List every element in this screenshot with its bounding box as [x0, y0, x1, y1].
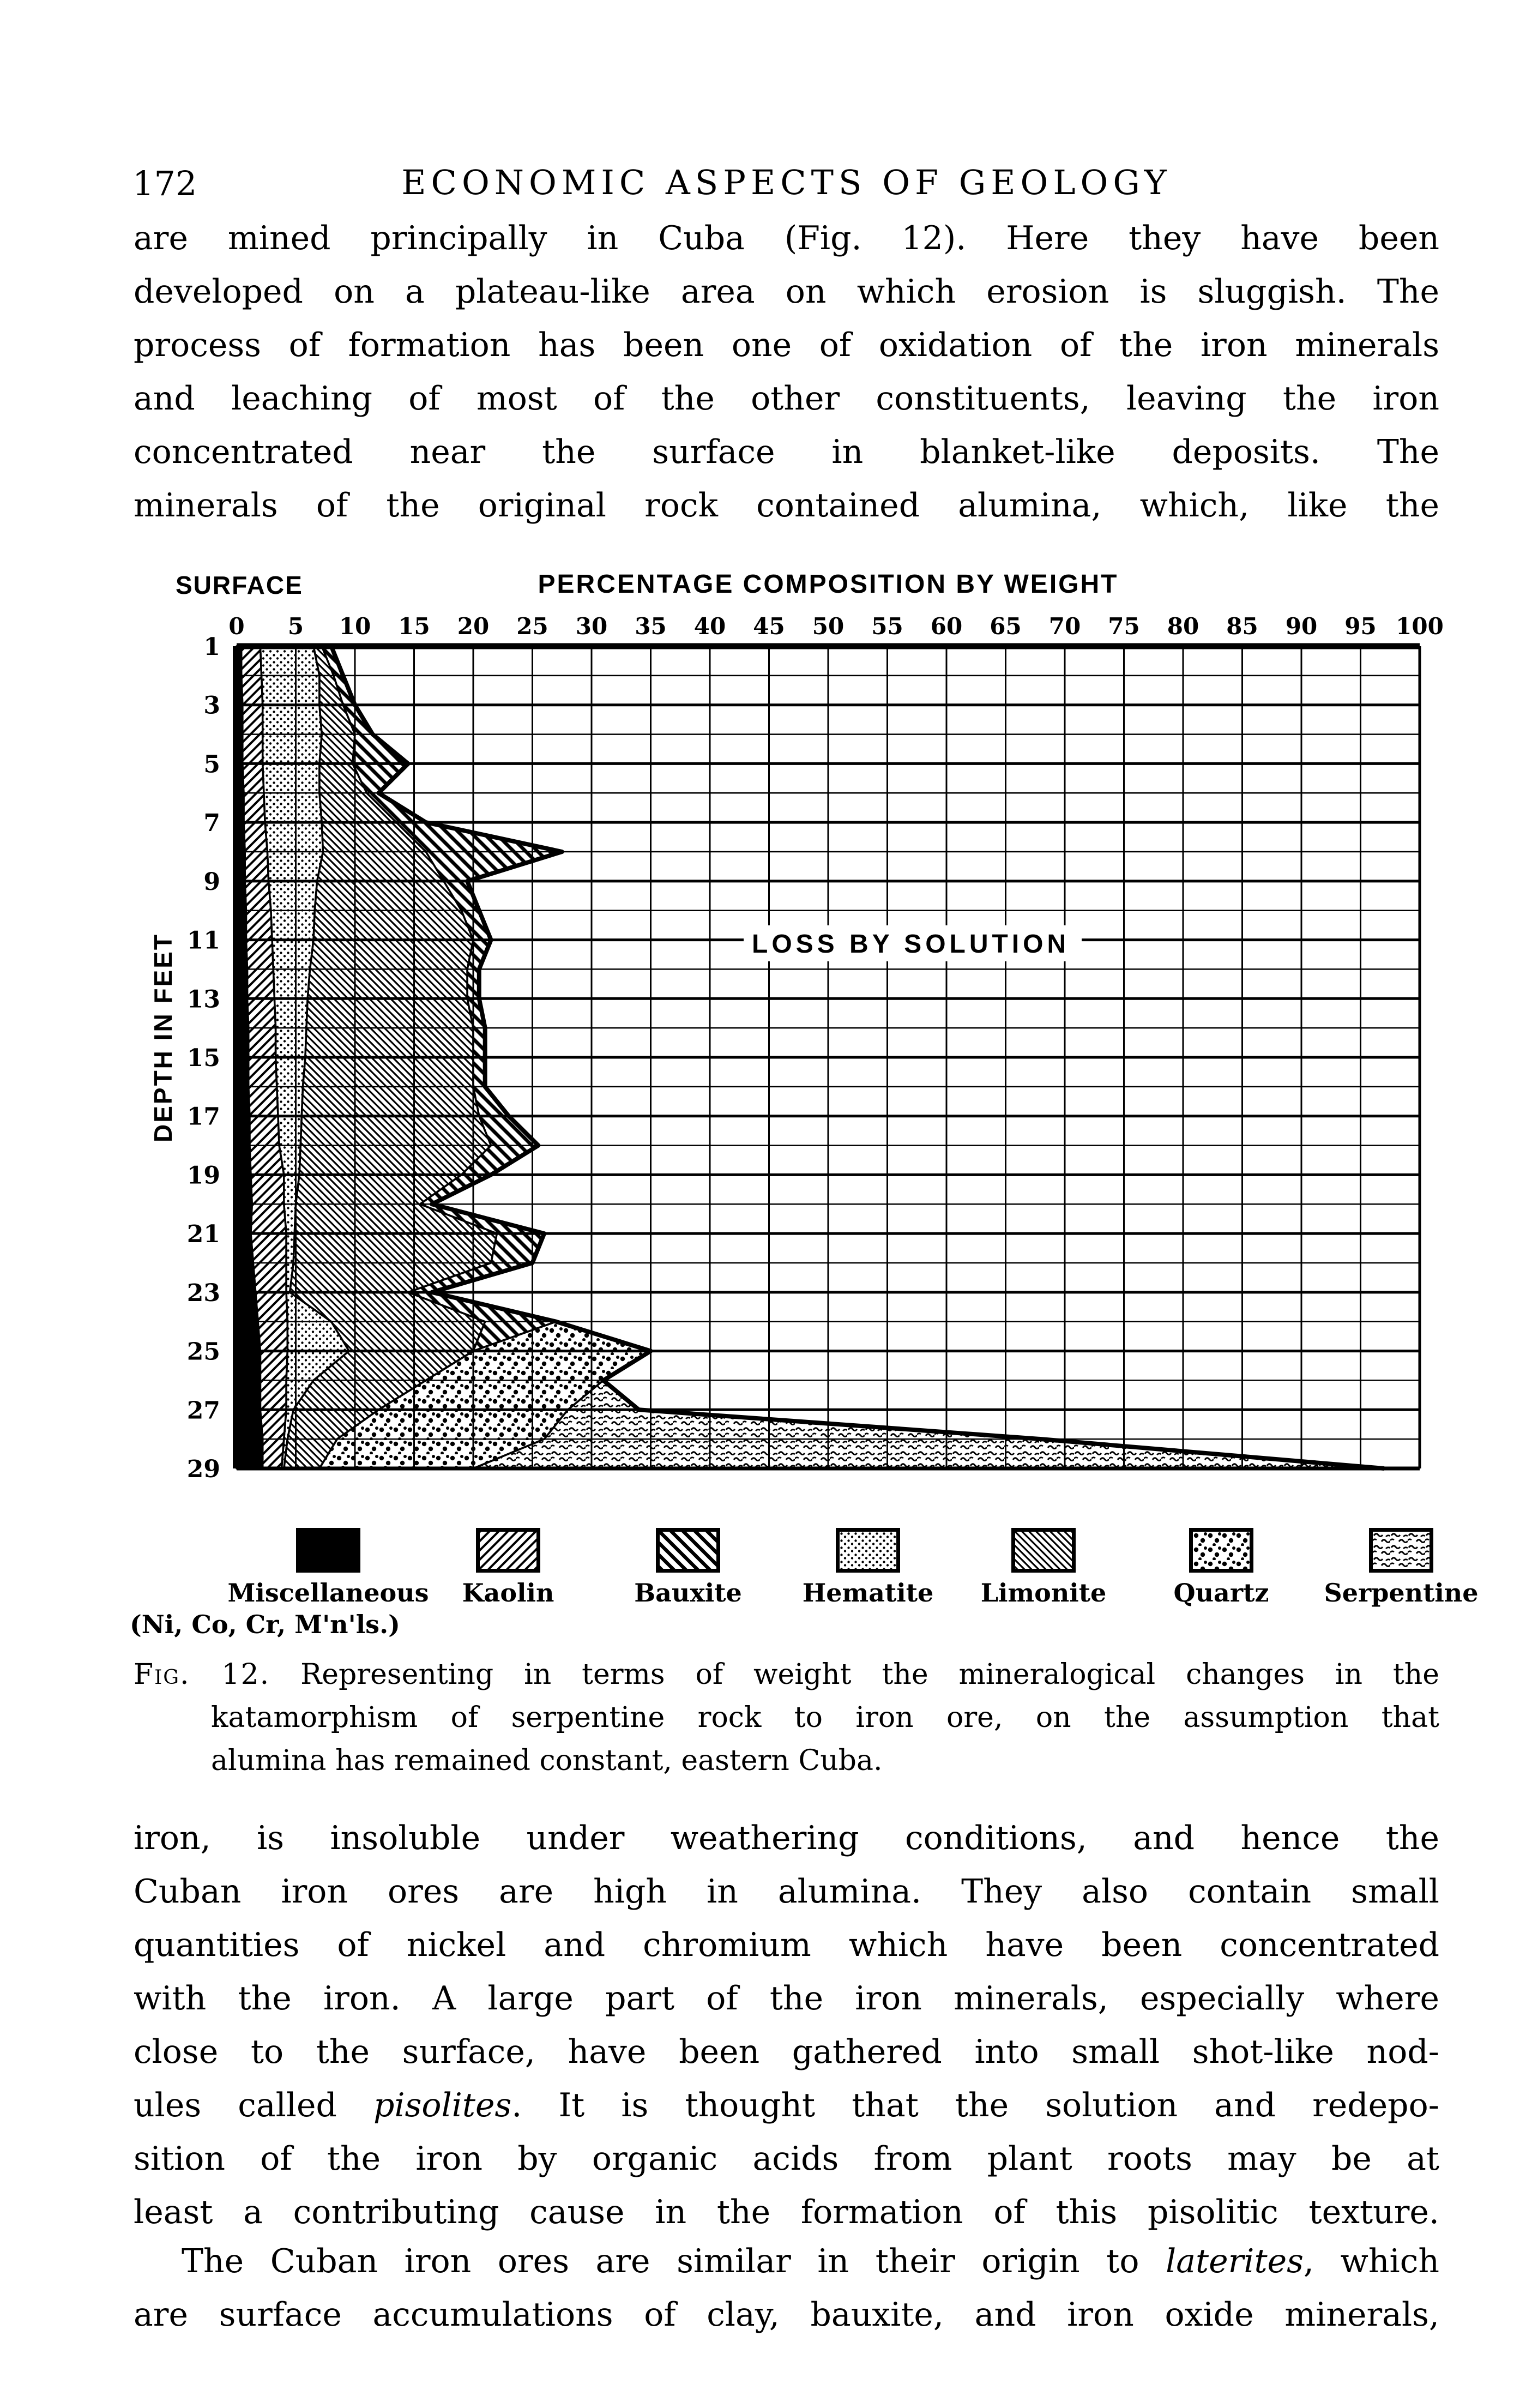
depth-tick-label: 13 [186, 985, 220, 1014]
legend-label: Kaolin [462, 1578, 554, 1608]
loss-by-solution-label: LOSS BY SOLUTION [752, 930, 1070, 959]
surface-axis-label: SURFACE [176, 571, 303, 599]
depth-tick-label: 15 [186, 1044, 220, 1072]
legend-label: Miscellaneous [227, 1578, 429, 1608]
x-tick-label: 60 [930, 613, 963, 640]
x-axis-title: PERCENTAGE COMPOSITION BY WEIGHT [538, 570, 1119, 599]
legend-sublabel: (Ni, Co, Cr, M'n'ls.) [130, 1610, 400, 1639]
text-line: developed on a plateau-like area on which erosion is sluggish. The [134, 273, 1439, 311]
x-tick-label: 95 [1344, 613, 1377, 640]
x-tick-label: 85 [1226, 613, 1258, 640]
legend-swatch-misc [296, 1528, 360, 1573]
text-line: minerals of the original rock contained alumina, which, like the [134, 486, 1439, 525]
legend-swatch-kaolin [476, 1528, 540, 1573]
x-tick-label: 20 [457, 613, 490, 640]
x-tick-label: 100 [1396, 613, 1444, 640]
legend-label: Serpentine [1324, 1578, 1479, 1608]
x-tick-label: 5 [287, 613, 304, 640]
depth-tick-label: 23 [186, 1279, 220, 1307]
misc-pattern-sample [300, 1532, 357, 1569]
x-tick-label: 45 [753, 613, 785, 640]
kaolin-pattern-sample [480, 1532, 536, 1569]
x-tick-label: 55 [871, 613, 903, 640]
x-tick-label: 70 [1048, 613, 1081, 640]
legend-label: Bauxite [634, 1578, 742, 1608]
legend-swatch-bauxite [656, 1528, 720, 1573]
running-header-title: ECONOMIC ASPECTS OF GEOLOGY [401, 162, 1172, 202]
x-tick-label: 50 [812, 613, 845, 640]
text-line: close to the surface, have been gathered into small shot-like nod- [134, 2033, 1439, 2071]
y-axis-label: DEPTH IN FEET [149, 932, 177, 1143]
page-number: 172 [132, 164, 197, 203]
legend-swatch-hematite [836, 1528, 900, 1573]
depth-tick-label: 21 [186, 1220, 220, 1249]
legend-label: Quartz [1173, 1578, 1269, 1608]
depth-tick-label: 27 [186, 1396, 220, 1425]
text-line: sition of the iron by organic acids from plant roots may be at [134, 2140, 1439, 2178]
depth-tick-label: 7 [203, 809, 220, 838]
x-tick-label: 35 [635, 613, 667, 640]
depth-tick-label: 9 [203, 868, 220, 896]
text-line: iron, is insoluble under weathering conditions, and hence the [134, 1819, 1439, 1857]
text-line: The Cuban iron ores are similar in their origin to laterites, which [182, 2242, 1439, 2280]
x-tick-label: 40 [693, 613, 726, 640]
x-tick-label: 10 [339, 613, 371, 640]
quartz-pattern-sample [1193, 1532, 1250, 1569]
text-line: process of formation has been one of oxidation of the iron minerals [134, 326, 1439, 364]
body-paragraph-3 [134, 2235, 1439, 2341]
serpentine-pattern-sample [1373, 1532, 1430, 1569]
x-tick-label: 15 [398, 613, 430, 640]
text-line: ules called pisolites. It is thought that the solution and redepo- [134, 2086, 1439, 2124]
x-tick-label: 75 [1108, 613, 1140, 640]
hematite-pattern-sample [840, 1532, 896, 1569]
legend-swatch-quartz [1189, 1528, 1253, 1573]
depth-tick-label: 1 [203, 633, 220, 661]
depth-tick-label: 11 [186, 926, 220, 955]
legend-swatch-serpentine [1369, 1528, 1433, 1573]
legend-label: Limonite [980, 1578, 1107, 1608]
text-line: quantities of nickel and chromium which have been concentrated [134, 1926, 1439, 1964]
depth-tick-label: 17 [186, 1103, 220, 1131]
depth-tick-label: 29 [186, 1455, 220, 1483]
x-tick-label: 0 [228, 613, 245, 640]
text-line: katamorphism of serpentine rock to iron ore, on the assumption that [211, 1701, 1439, 1734]
text-line: alumina has remained constant, eastern Cuba. [211, 1744, 883, 1777]
limonite-pattern-sample [1015, 1532, 1072, 1569]
text-line: Fig. 12. Representing in terms of weight the mineralogical changes in the [134, 1658, 1439, 1691]
text-line: concentrated near the surface in blanket-like deposits. The [134, 433, 1439, 471]
figure-caption [134, 1653, 1439, 1783]
text-line: least a contributing cause in the formation of this pisolitic texture. [134, 2193, 1439, 2231]
bauxite-pattern-sample [660, 1532, 716, 1569]
text-line: Cuban iron ores are high in alumina. They also contain small [134, 1873, 1439, 1911]
x-tick-label: 80 [1167, 613, 1199, 640]
depth-tick-label: 3 [203, 691, 220, 720]
depth-tick-label: 5 [203, 750, 220, 779]
body-paragraph-2 [134, 1811, 1439, 2239]
legend-label: Hematite [802, 1578, 934, 1608]
body-paragraph-1 [134, 212, 1439, 532]
x-tick-label: 30 [575, 613, 608, 640]
x-tick-label: 25 [516, 613, 548, 640]
text-line: with the iron. A large part of the iron minerals, especially where [134, 1979, 1439, 2018]
text-line: are mined principally in Cuba (Fig. 12). Here they have been [134, 219, 1439, 257]
mineral-composition-chart [186, 613, 1444, 1483]
legend-swatch-limonite [1011, 1528, 1076, 1573]
depth-tick-label: 19 [186, 1161, 220, 1190]
text-line: and leaching of most of the other constituents, leaving the iron [134, 380, 1439, 418]
text-line: are surface accumulations of clay, bauxite, and iron oxide minerals, [134, 2296, 1439, 2334]
grid-lines [237, 646, 1420, 1468]
depth-tick-label: 25 [186, 1338, 220, 1366]
x-tick-label: 65 [990, 613, 1022, 640]
x-tick-label: 90 [1285, 613, 1318, 640]
